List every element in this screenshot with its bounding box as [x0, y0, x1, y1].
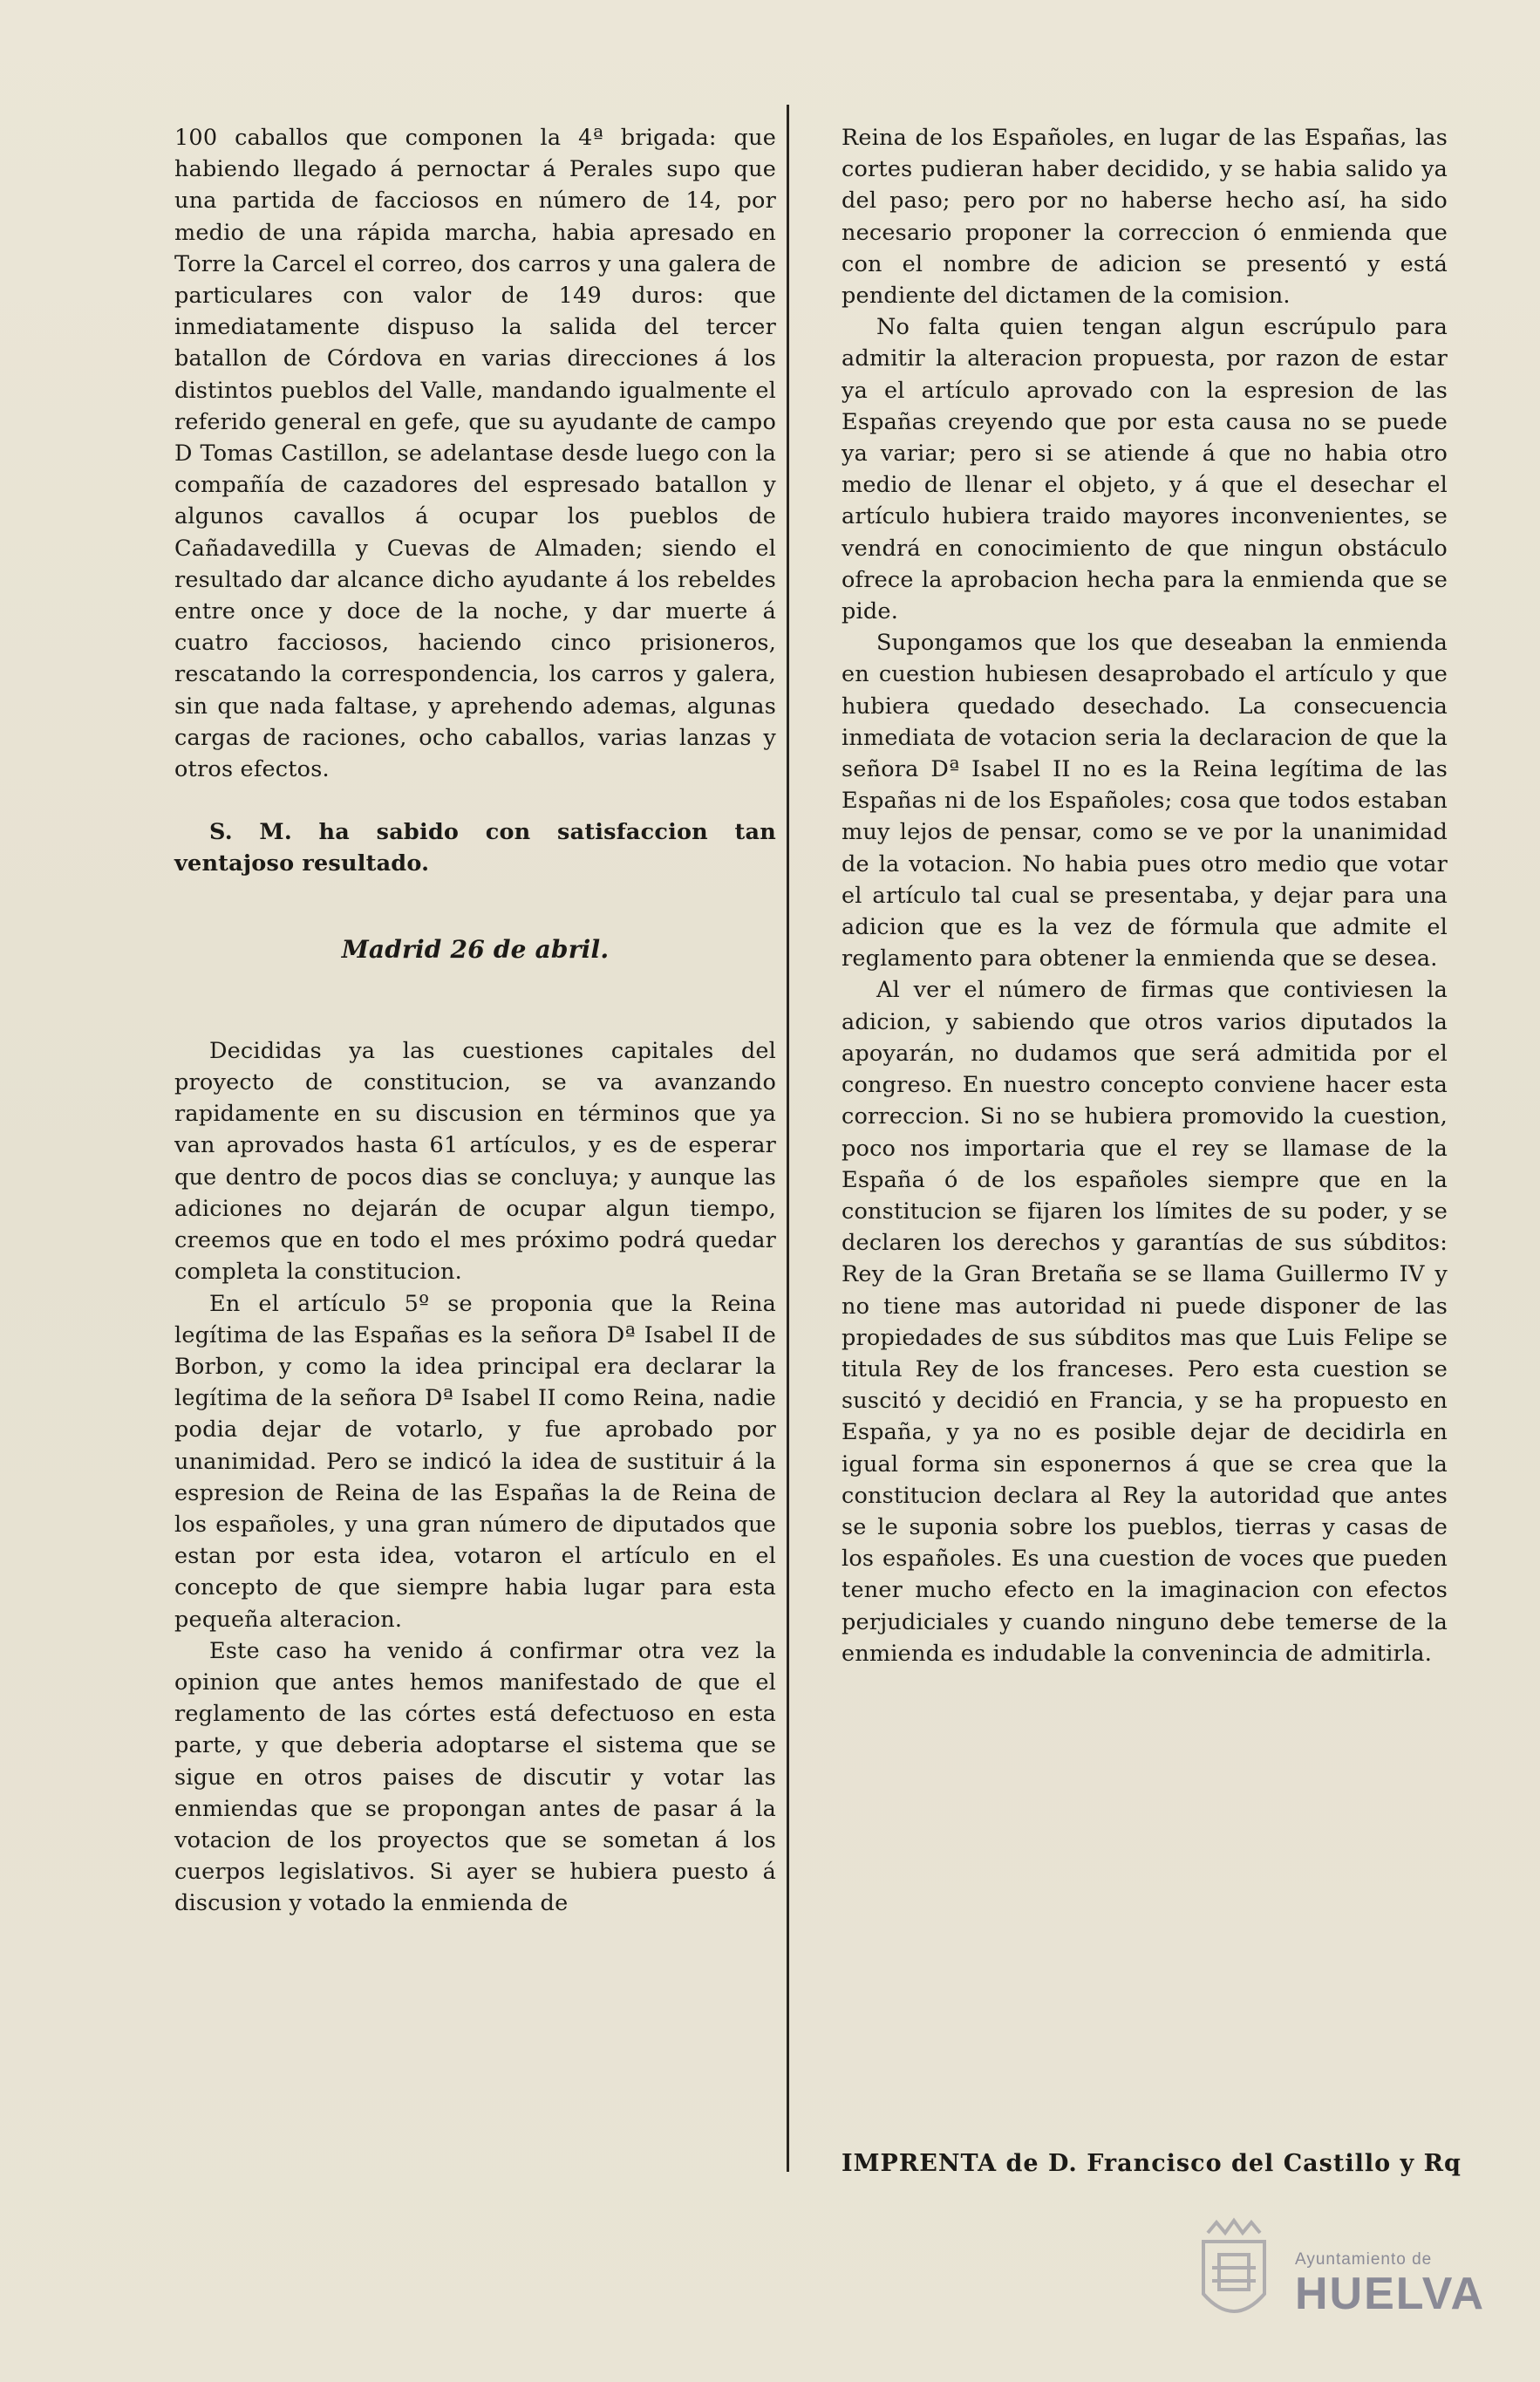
stamp-caption: Ayuntamiento de	[1295, 2250, 1433, 2269]
royal-notice: S. M. ha sabido con satisfaccion tan ventajoso resultado.	[174, 819, 776, 877]
column-divider	[787, 105, 789, 2172]
printer-imprint: IMPRENTA de D. Francisco del Castillo y Rq	[842, 2150, 1462, 2177]
paragraph-escrupulo: No falta quien tengan algun escrúpulo para admitir la alteracion propuesta, por razon de estar ya el artículo aprovado con la espresion de las Españas creyendo que por esta causa no se puede ya variar; pero si se atiende á que no habia otro medio de llenar el objeto, y á que el desechar el artículo hubiera traido mayores inconvenientes, se vendrá en conocimiento de que ningun obstáculo ofrece la aprobacion hecha para la enmienda que se pide.	[842, 314, 1448, 625]
paragraph-reina-espanoles: Reina de los Españoles, en lugar de las Españas, las cortes pudieran haber decidido, y se habia salido ya del paso; pero por no haberse hecho así, ha sido necesario proponer la correccion ó enmienda que con el nombre de adicion se presentó y está pendiente del dictamen de la comision.	[842, 125, 1448, 310]
left-column	[174, 122, 776, 1920]
paragraph-supongamos: Supongamos que los que deseaban la enmienda en cuestion hubiesen desaprobado el artículo y que hubiera quedado desechado. La consecuencia inmediata de votacion seria la declaracion de que la señora Dª Isabel II no es la Reina legítima de las Españas ni de los Españoles; cosa que todos estaban muy lejos de pensar, como se ve por la unanimidad de la votacion. No habia pues otro medio que votar el artículo tal cual se presentaba, y dejar para una adicion que es la vez de fórmula que admite el reglamento para obtener la enmienda que se desea.	[842, 630, 1448, 973]
dateline: Madrid 26 de abril.	[341, 934, 610, 964]
stamp-title: HUELVA	[1295, 2269, 1486, 2319]
crest-icon	[1186, 2215, 1282, 2338]
paragraph-firmas: Al ver el número de firmas que contiviesen la adicion, y sabiendo que otros varios diputados la apoyarán, no dudamos que será admitida por el congreso. En nuestro concepto conviene hacer esta correccion. Si no se hubiera promovido la cuestion, poco nos importaria que el rey se llamase de la España ó de los españoles siempre que en la constitucion se fijaren los límites de su poder, y se declaren los derechos y garantías de sus súbditos: Rey de la Gran Bretaña se se llama Guillermo IV y no tiene mas autoridad ni puede disponer de las propiedades de sus súbditos mas que Luis Felipe se titula Rey de los franceses. Pero esta cuestion se suscitó y decidió en Francia, y se ha propuesto en España, y ya no es posible dejar de decidirla en igual forma sin esponernos á que se crea que la constitucion declara al Rey la autoridad que antes se le suponia sobre los pueblos, tierras y casas de los españoles. Es una cuestion de voces que pueden tener mucho efecto en la imaginacion con efectos perjudiciales y cuando ninguno debe temerse de la enmienda es indudable la convenincia de admitirla.	[842, 977, 1448, 1667]
right-column	[842, 122, 1448, 1669]
paragraph-article-5: En el artículo 5º se proponia que la Reina legítima de las Españas es la señora Dª Isabel II de Borbon, y como la idea principal era declarar la legítima de la señora Dª Isabel II como Reina, nadie podia dejar de votarlo, y fue aprobado por unanimidad. Pero se indicó la idea de sustituir á la espresion de Reina de las Españas la de Reina de los españoles, y una gran número de diputados que estan por esta idea, votaron el artículo en el concepto de que siempre habia lugar para esta pequeña alteracion.	[174, 1290, 776, 1633]
paragraph-constitution: Decididas ya las cuestiones capitales del proyecto de constitucion, se va avanzando rapidamente en su discusion en términos que ya van aprovados hasta 61 artículos, y es de esperar que dentro de pocos dias se concluya; y aunque las adiciones no dejarán de ocupar algun tiempo, creemos que en todo el mes próximo podrá quedar completa la constitucion.	[174, 1037, 776, 1286]
paragraph-reglamento: Este caso ha venido á confirmar otra vez la opinion que antes hemos manifestado de que el reglamento de las córtes está defectuoso en esta parte, y que deberia adoptarse el sistema que se sigue en otros paises de discutir y votar las enmiendas que se propongan antes de pasar á la votacion de los proyectos que se sometan á los cuerpos legislativos. Si ayer se hubiera puesto á discusion y votado la enmienda de	[174, 1637, 776, 1917]
article-continuation: 100 caballos que componen la 4ª brigada: que habiendo llegado á pernoctar á Perales supo que una partida de facciosos en número de 14, por medio de una rápida marcha, habia apresado en Torre la Carcel el correo, dos carros y una galera de particulares con valor de 149 duros: que inmediatamente dispuso la salida del tercer batallon de Córdova en varias direcciones á los distintos pueblos del Valle, mandando igualmente el referido general en gefe, que su ayudante de campo D Tomas Castillon, se adelantase desde luego con la compañía de cazadores del espresado batallon y algunos cavallos á ocupar los pueblos de Cañadavedilla y Cuevas de Almaden; siendo el resultado dar alcance dicho ayudante á los rebeldes entre once y doce de la noche, y dar muerte á cuatro facciosos, haciendo cinco prisioneros, rescatando la correspondencia, los carros y galera, sin que nada faltase, y aprehendo ademas, algunas cargas de raciones, ocho caballos, varias lanzas y otros efectos.	[174, 125, 776, 783]
